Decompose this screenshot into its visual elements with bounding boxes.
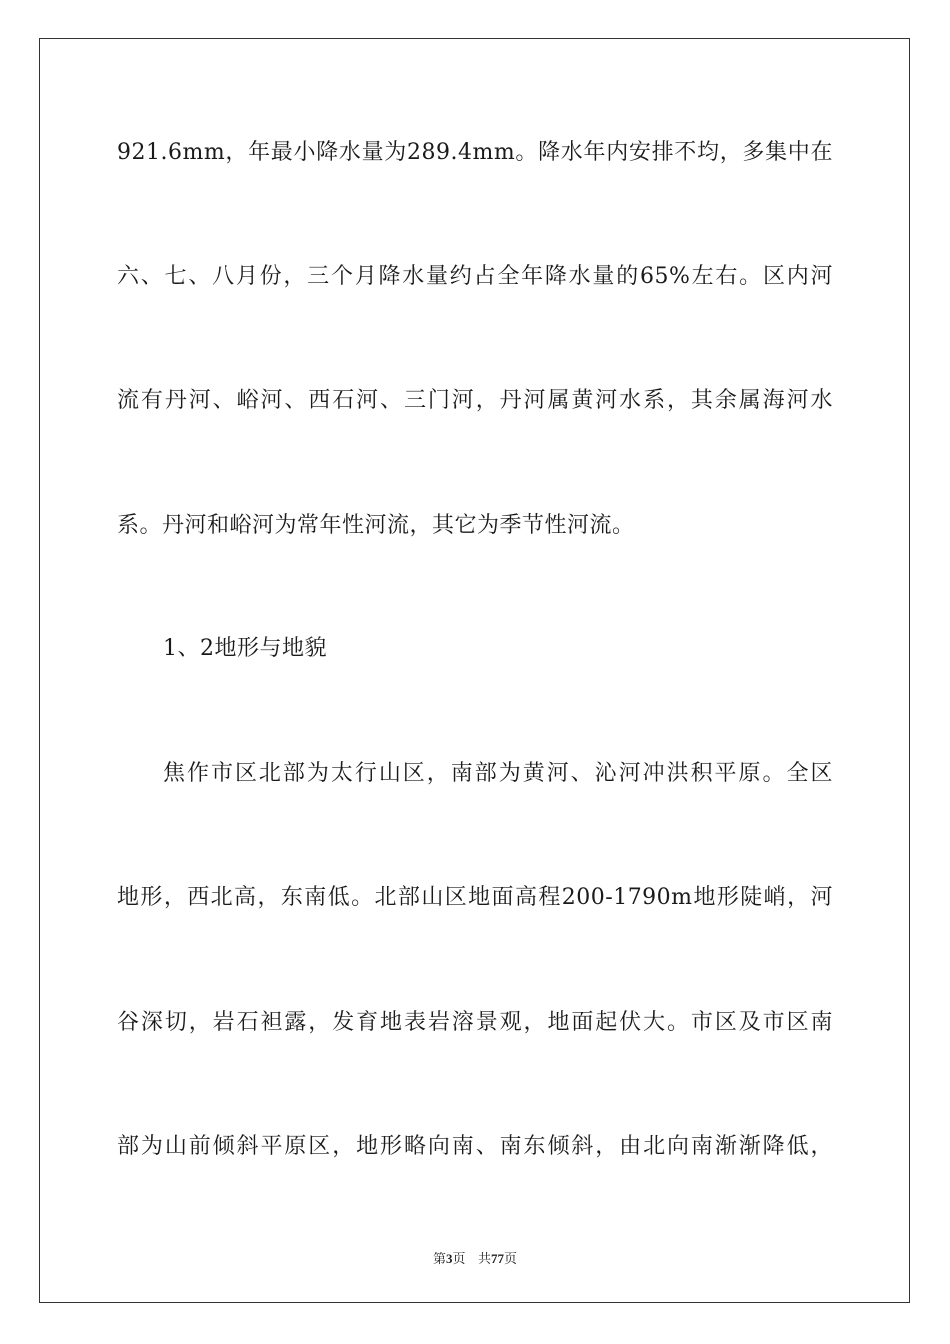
- footer-total-suffix: 页: [503, 1252, 517, 1267]
- paragraph-line-6: 地形，西北高，东南低。北部山区地面高程200-1790m地形陡峭，河: [117, 885, 833, 910]
- paragraph-line-2: 六、七、八月份，三个月降水量约占全年降水量的65%左右。区内河: [117, 264, 833, 289]
- footer-page-number: 3: [446, 1251, 453, 1266]
- footer-total-prefix: 共: [477, 1252, 491, 1267]
- paragraph-line-5: 焦作市区北部为太行山区，南部为黄河、沁河冲洪积平原。全区: [163, 761, 833, 786]
- footer-prefix: 第: [433, 1252, 447, 1267]
- paragraph-line-3: 流有丹河、峪河、西石河、三门河，丹河属黄河水系，其余属海河水: [117, 388, 833, 413]
- section-heading: 1、2地形与地貌: [163, 636, 327, 661]
- footer-total-pages: 77: [490, 1251, 504, 1266]
- paragraph-line-1: 921.6mm，年最小降水量为289.4mm。降水年内安排不均，多集中在: [117, 140, 833, 165]
- paragraph-line-8: 部为山前倾斜平原区，地形略向南、南东倾斜，由北向南渐渐降低，: [117, 1134, 833, 1159]
- paragraph-line-4: 系。丹河和峪河为常年性河流，其它为季节性河流。: [117, 513, 635, 538]
- footer-page-suffix: 页: [452, 1252, 466, 1267]
- page-border: [39, 38, 910, 1303]
- paragraph-line-7: 谷深切，岩石袒露，发育地表岩溶景观，地面起伏大。市区及市区南: [117, 1010, 833, 1035]
- page-footer: [0, 1248, 950, 1267]
